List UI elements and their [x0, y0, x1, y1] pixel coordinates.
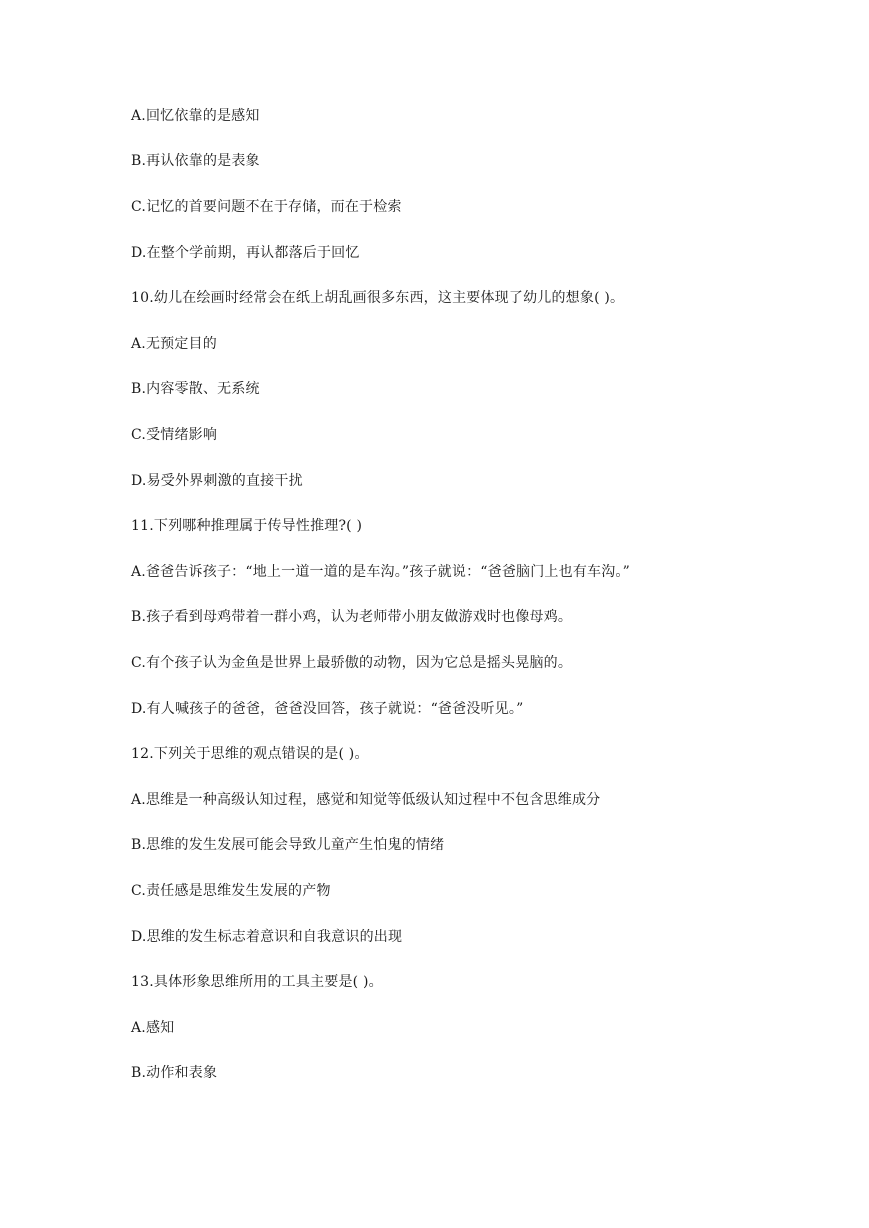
question-line: 10.幼儿在绘画时经常会在纸上胡乱画很多东西，这主要体现了幼儿的想象( )。 — [131, 290, 625, 306]
option-line: D.有人喊孩子的爸爸，爸爸没回答，孩子就说：“爸爸没听见。” — [131, 701, 524, 717]
option-line: C.受情绪影响 — [131, 427, 218, 443]
option-line: A.爸爸告诉孩子：“地上一道一道的是车沟。”孩子就说：“爸爸脑门上也有车沟。” — [131, 564, 630, 580]
option-line: C.责任感是思维发生发展的产物 — [131, 883, 331, 899]
question-line: 12.下列关于思维的观点错误的是( )。 — [131, 746, 369, 762]
option-line: B.思维的发生发展可能会导致儿童产生怕鬼的情绪 — [131, 837, 445, 853]
option-line: B.孩子看到母鸡带着一群小鸡，认为老师带小朋友做游戏时也像母鸡。 — [131, 609, 573, 625]
option-line: A.无预定目的 — [131, 336, 217, 352]
question-line: 11.下列哪种推理属于传导性推理?( ) — [131, 518, 363, 534]
option-line: A.回忆依靠的是感知 — [131, 108, 260, 124]
question-line: 13.具体形象思维所用的工具主要是( )。 — [131, 974, 383, 990]
option-line: B.再认依靠的是表象 — [131, 153, 260, 169]
option-line: B.动作和表象 — [131, 1065, 218, 1081]
option-line: D.易受外界刺激的直接干扰 — [131, 473, 303, 489]
option-line: A.感知 — [131, 1020, 175, 1036]
option-line: B.内容零散、无系统 — [131, 381, 260, 397]
option-line: C.有个孩子认为金鱼是世界上最骄傲的动物，因为它总是摇头晃脑的。 — [131, 655, 573, 671]
option-line: D.思维的发生标志着意识和自我意识的出现 — [131, 929, 403, 945]
option-line: C.记忆的首要问题不在于存储，而在于检索 — [131, 199, 402, 215]
option-line: A.思维是一种高级认知过程，感觉和知觉等低级认知过程中不包含思维成分 — [131, 792, 601, 808]
option-line: D.在整个学前期，再认都落后于回忆 — [131, 245, 360, 261]
